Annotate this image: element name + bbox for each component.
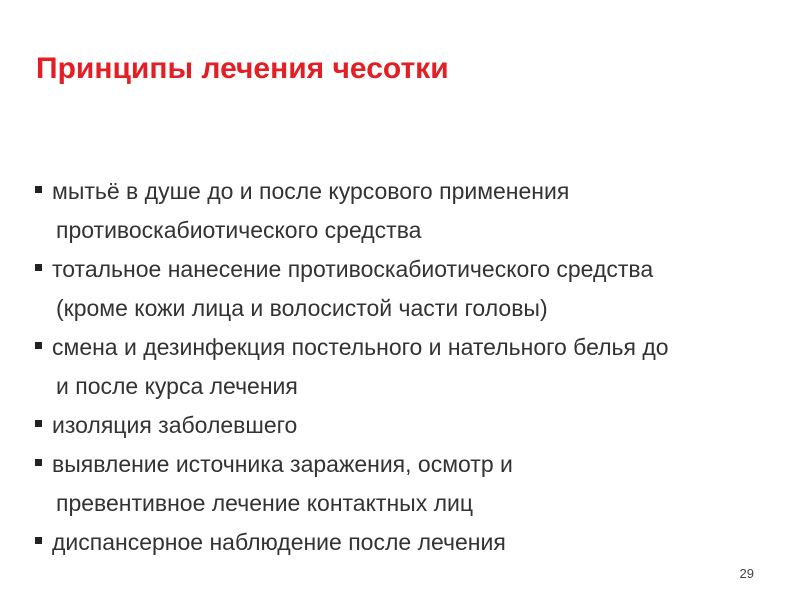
bullet-text-continuation: и после курса лечения <box>56 373 298 399</box>
bullet-list <box>34 172 784 562</box>
bullet-marker-icon <box>35 420 42 427</box>
bullet-text: мытьё в душе до и после курсового применения <box>52 178 570 204</box>
bullet-text-continuation: (кроме кожи лица и волосистой части головы) <box>56 295 548 321</box>
bullet-marker-icon <box>35 264 42 271</box>
bullet-text: смена и дезинфекция постельного и нательного белья до <box>52 334 669 360</box>
bullet-item <box>34 523 784 562</box>
bullet-item <box>34 328 784 406</box>
bullet-text-continuation: противоскабиотического средства <box>56 217 422 243</box>
bullet-text: диспансерное наблюдение после лечения <box>52 529 506 555</box>
bullet-text: тотальное нанесение противоскабиотического средства <box>52 256 654 282</box>
bullet-marker-icon <box>35 459 42 466</box>
bullet-marker-icon <box>35 186 42 193</box>
bullet-text: выявление источника заражения, осмотр и <box>52 451 513 477</box>
bullet-text-continuation: превентивное лечение контактных лиц <box>56 490 474 516</box>
bullet-item <box>34 445 784 523</box>
bullet-text: изоляция заболевшего <box>52 412 298 438</box>
bullet-item <box>34 172 784 250</box>
page-number: 29 <box>739 566 754 581</box>
bullet-item <box>34 406 784 445</box>
bullet-marker-icon <box>35 537 42 544</box>
slide-title: Принципы лечения чесотки <box>36 52 449 85</box>
bullet-marker-icon <box>35 342 42 349</box>
bullet-item <box>34 250 784 328</box>
